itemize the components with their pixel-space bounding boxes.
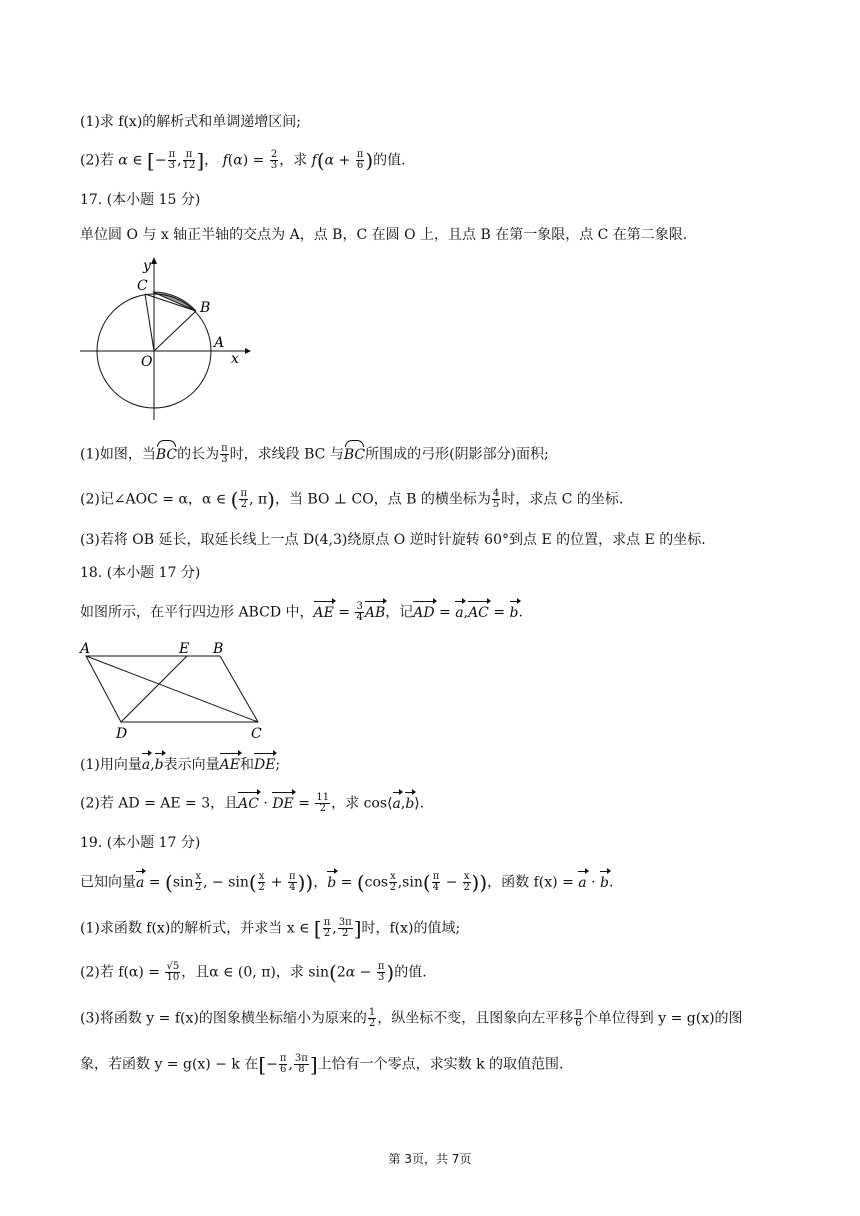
q17-part1: (1)如图，当BC的长为 $\frac{\pi}{3}$ 时，求线段 BC 与BC所围成的弓形(阴影部分)面积;	[80, 443, 549, 465]
label-b: B	[213, 641, 224, 657]
label-a: A	[80, 641, 91, 657]
q19-part2-c: 的值.	[394, 964, 427, 981]
q19-part3-a: (3)将函数 y = f(x)的图象横坐标缩小为原来的	[80, 1010, 367, 1027]
q18-intro: 如图所示，在平行四边形 ABCD 中，AE = $\frac{3}{4}$ AB，记AD = a,AC = b.	[80, 601, 523, 623]
page-footer: 第 3页，共 7页	[388, 1152, 472, 1166]
q19-part3-b: ，纵坐标不变，且图象向左平移	[377, 1010, 574, 1027]
q19-part3-line2: 象，若函数 y = g(x) − k 在[− $\frac{\pi}{6}$ , $\frac{3\pi}{8}$ ]上恰有一个零点，求实数 k 的取值范围.	[80, 1052, 564, 1077]
q19-part3-c: 个单位得到 y = g(x)的图	[583, 1010, 743, 1027]
q17-unit-circle-figure	[75, 252, 255, 424]
q18-part1-b: 表示向量	[163, 757, 220, 773]
q17-part1-d: 所围成的弓形(阴影部分)面积;	[365, 446, 549, 463]
label-c: C	[137, 278, 148, 294]
q16-part2-prefix: (2)若	[80, 152, 114, 169]
q17-part2-a: (2)记∠AOC = α，α ∈	[80, 491, 227, 508]
q17-part3: (3)若将 OB 延长，取延长线上一点 D(4,3)绕原点 O 逆时针旋转 60°到点 E 的位置，求点 E 的坐标.	[80, 532, 706, 548]
shaded-segment	[153, 292, 196, 311]
q18-part1-d: ;	[275, 757, 281, 773]
q17-part1-c: 时，求线段 BC 与	[229, 446, 344, 463]
label-b: B	[200, 300, 211, 316]
q18-intro-a: 如图所示，在平行四边形 ABCD 中，	[80, 604, 314, 621]
diagonal-ac	[86, 656, 258, 722]
q19-part3-line1: (3)将函数 y = f(x)的图象横坐标缩小为原来的 $\frac{1}{2}$ ，纵坐标不变，且图象向左平移 $\frac{\pi}{6}$ 个单位得到 y = g(x)的图	[80, 1007, 743, 1029]
q19-given: 已知向量a = (sin $\frac{x}{2}$ , − sin( $\frac{x}{2}$ + $\frac{\pi}{4}$ ))，b = (cos $\frac{x}{2}$ ,sin( $\frac{\pi}{4}$ − $\frac{x}{2}$ ))，函数 f(x) = a · b.	[80, 870, 614, 895]
q17-heading: 17. (本小题 15 分)	[80, 192, 201, 208]
q19-part3-e: 上恰有一个零点，求实数 k 的取值范围.	[317, 1056, 564, 1073]
q17-part2-b: ，当 BO ⊥ CO，点 B 的横坐标为	[274, 491, 491, 508]
q18-part1-c: 和	[239, 757, 254, 773]
q16-part1: (1)求 f(x)的解析式和单调递增区间;	[80, 114, 301, 130]
q18-part2: (2)若 AD = AE = 3，且AC · DE = $\frac{11}{2}$ ，求 cos⟨a,b⟩.	[80, 792, 425, 814]
label-y: y	[143, 258, 151, 274]
segment-de	[121, 656, 187, 722]
q17-part2-c: 时，求点 C 的坐标.	[501, 491, 624, 508]
q17-part1-a: (1)如图，当	[80, 446, 156, 463]
q19-given-b: ，函数 f(x) =	[487, 874, 574, 891]
label-e: E	[179, 641, 190, 657]
q19-heading: 19. (本小题 17 分)	[80, 835, 201, 851]
label-x: x	[231, 351, 239, 367]
q18-parallelogram-figure	[75, 636, 275, 742]
q17-intro: 单位圆 O 与 x 轴正半轴的交点为 A，点 B，C 在圆 O 上，且点 B 在第一象限，点 C 在第二象限.	[80, 227, 688, 243]
q18-part2-a: (2)若 AD = AE = 3，且	[80, 795, 239, 812]
q18-heading: 18. (本小题 17 分)	[80, 565, 201, 581]
q19-given-a: 已知向量	[80, 874, 136, 891]
q19-part1-a: (1)求函数 f(x)的解析式，并求当 x ∈	[80, 920, 310, 937]
label-o: O	[141, 354, 153, 370]
q16-part2-suffix: 的值.	[373, 152, 406, 169]
q19-part2: (2)若 f(α) = $\frac{√5}{10}$ ，且α ∈ (0, π)，求 sin(2α − $\frac{\pi}{3}$ )的值.	[80, 960, 427, 985]
q17-part2: (2)记∠AOC = α，α ∈ ( $\frac{\pi}{2}$ , π)，当 BO ⊥ CO，点 B 的横坐标为 $\frac{4}{5}$ 时，求点 C 的坐标.	[80, 487, 624, 512]
q18-part2-c: .	[419, 795, 425, 812]
q19-part1-b: 时，f(x)的值域;	[361, 920, 461, 937]
radius-oc	[145, 294, 154, 351]
q19-part2-a: (2)若 f(α) =	[80, 964, 161, 981]
q19-part2-b: ，且α ∈ (0, π)，求 sin	[181, 964, 329, 981]
q19-part3-d: 象，若函数 y = g(x) − k 在	[80, 1056, 259, 1073]
label-d: D	[116, 726, 128, 742]
q18-part2-b: ，求 cos	[331, 795, 388, 812]
q18-part1-a: (1)用向量	[80, 757, 142, 773]
q18-part1: (1)用向量a,b表示向量AE和DE;	[80, 757, 281, 773]
q18-intro-b: ，记	[385, 604, 414, 621]
q16-part2: (2)若 α ∈ [− $\frac{\pi}{3}$ , $\frac{\pi}{12}$ ]， f(α) = $\frac{2}{3}$ ，求 f(α + $\frac{\pi}{6}$ )的值.	[80, 148, 406, 173]
radius-ob	[154, 311, 196, 351]
q19-part1: (1)求函数 f(x)的解析式，并求当 x ∈ [ $\frac{\pi}{2}$ , $\frac{3\pi}{2}$ ]时，f(x)的值域;	[80, 916, 461, 941]
label-a: A	[214, 335, 225, 351]
label-c: C	[251, 726, 262, 742]
q17-part1-b: 的长为	[177, 446, 220, 463]
q16-part2-mid: ，	[204, 152, 219, 169]
